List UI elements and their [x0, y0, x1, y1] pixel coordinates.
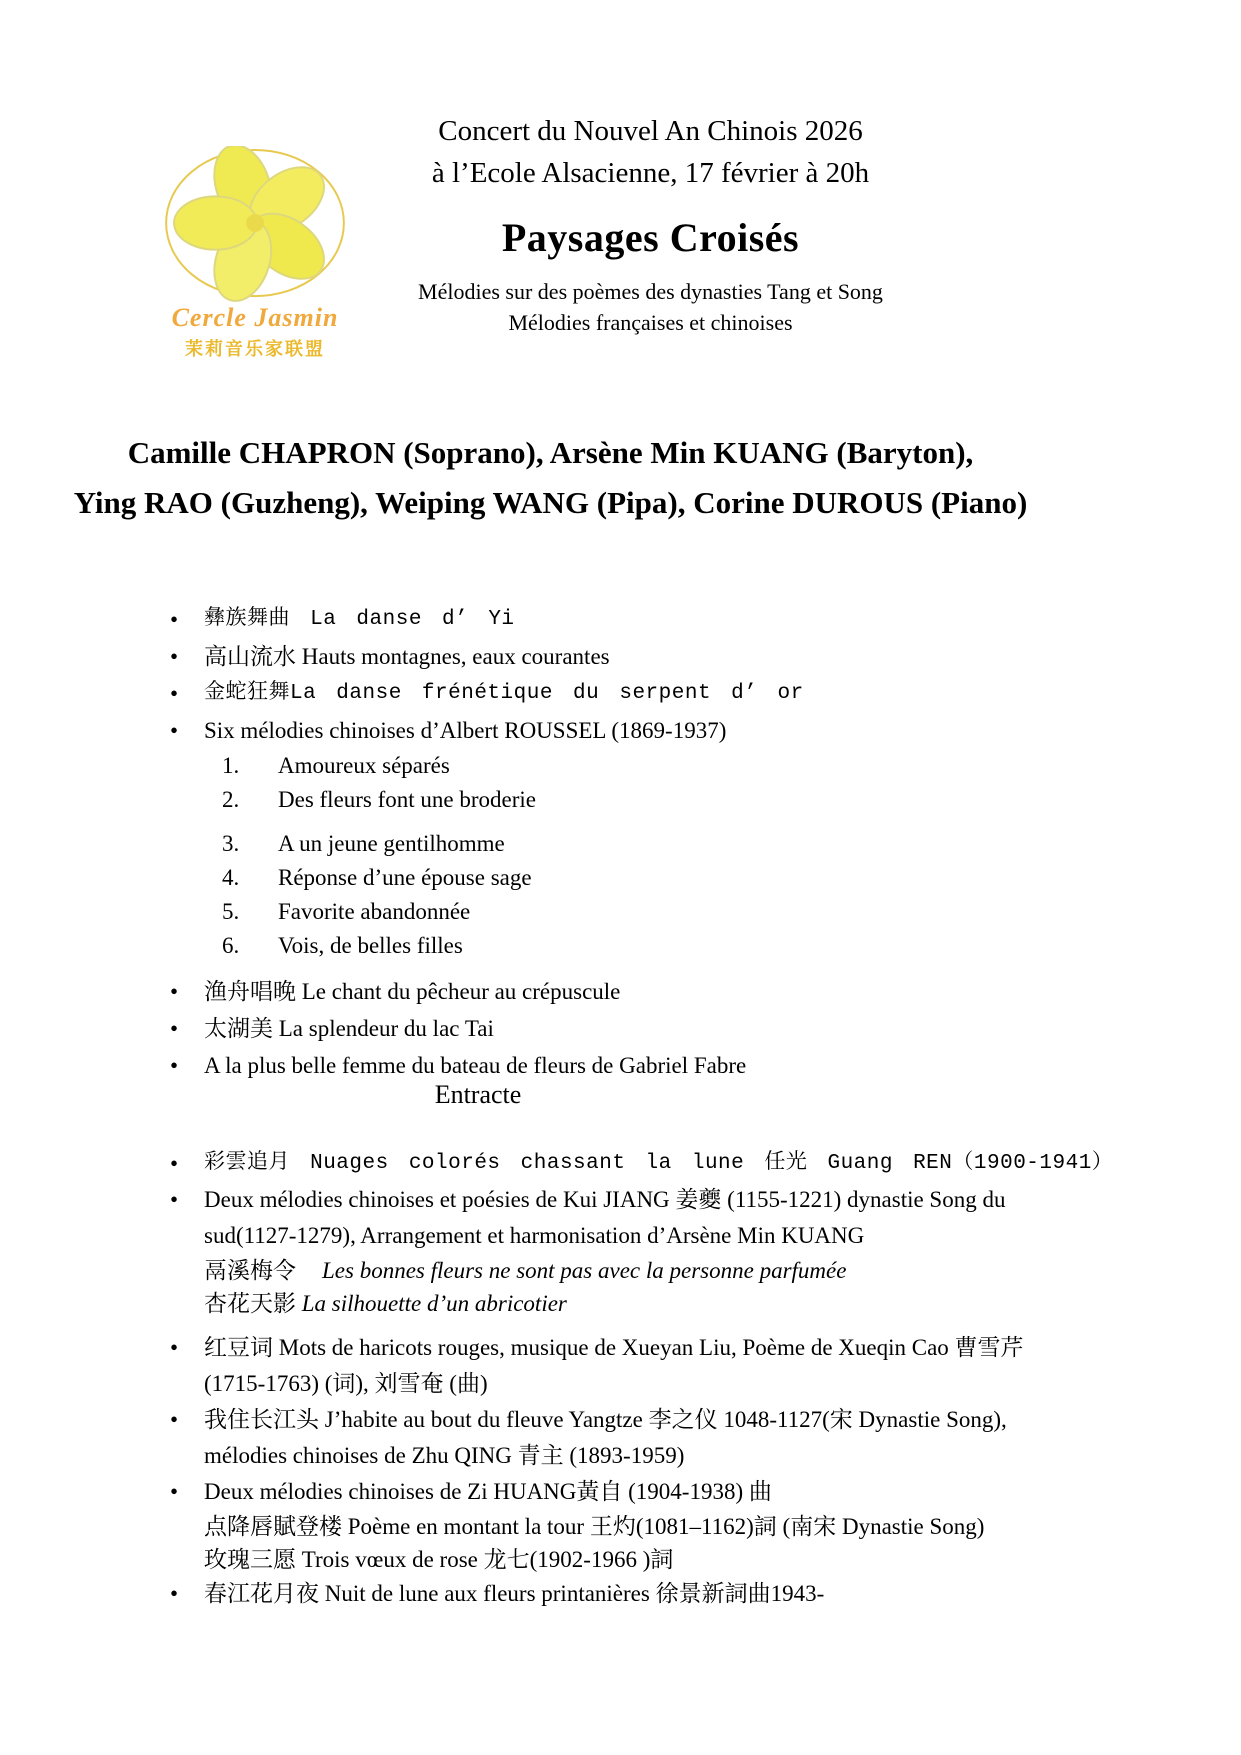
program-item: [170, 712, 1211, 749]
header: [60, 110, 1241, 339]
logo-name: Cercle Jasmin: [171, 303, 339, 332]
item-text: 彩雲追月 Nuages colorés chassant la lune 任光 Guang REN（1900-1941）: [204, 1152, 1114, 1175]
song-title: A un jeune gentilhomme: [278, 831, 505, 856]
item-text: 高山流水 Hauts montagnes, eaux courantes: [204, 644, 610, 669]
performers: [0, 428, 1101, 528]
bullet-icon: •: [170, 1016, 179, 1041]
song-title: Réponse d’une épouse sage: [278, 865, 532, 890]
song-number: 4.: [222, 865, 240, 890]
song-title: Favorite abandonnée: [278, 899, 471, 924]
roussel-song: [222, 749, 1211, 783]
program-item: [170, 601, 1211, 638]
event-title-line1: Concert du Nouvel An Chinois 2026: [438, 115, 863, 147]
item-text: Six mélodies chinoises d’Albert ROUSSEL (1869-1937): [204, 718, 727, 743]
song-title: Des fleurs font une broderie: [278, 787, 537, 812]
logo-chinese-name: 茉莉音乐家联盟: [185, 339, 325, 359]
bullet-icon: •: [170, 718, 179, 743]
program-part2: [170, 1146, 1211, 1612]
program-title: Paysages Croisés: [501, 215, 800, 261]
song-number: 5.: [222, 899, 240, 924]
bullet-icon: •: [170, 1187, 179, 1212]
item-text: 红豆词 Mots de haricots rouges, musique de Xueyan Liu, Poème de Xueqin Cao 曹雪芹: [204, 1335, 1024, 1360]
item-text: 春江花月夜 Nuit de lune aux fleurs printanières 徐景新詞曲1943-: [204, 1581, 825, 1606]
item-text: 我住长江头 J’habite au bout du fleuve Yangtze 李之仪 1048-1127(宋 Dynastie Song),: [204, 1407, 1007, 1432]
bullet-icon: •: [170, 644, 179, 669]
program-subtitle-2: Mélodies françaises et chinoises: [508, 309, 793, 335]
item-text-continuation: (1715-1763) (词), 刘雪奄 (曲): [204, 1371, 488, 1396]
bullet-icon: •: [170, 1479, 179, 1504]
program-subitem: [170, 1254, 1211, 1287]
program-part1: [170, 601, 1211, 1084]
song-title: Amoureux séparés: [278, 753, 450, 778]
item-text: 彝族舞曲 La danse d’ Yi: [204, 608, 515, 631]
subitem-cjk-title: 杏花天影: [204, 1291, 302, 1316]
bullet-icon: •: [170, 979, 179, 1004]
roussel-song: [222, 783, 1211, 817]
bullet-icon: •: [170, 1151, 179, 1176]
program-item: [170, 1576, 1211, 1612]
program-item: [170, 1330, 1211, 1366]
program-item: [170, 675, 1211, 712]
program-item: [170, 1010, 1211, 1047]
subitem-french-title: Les bonnes fleurs ne sont pas avec la personne parfumée: [322, 1258, 847, 1283]
performers-line2: Ying RAO (Guzheng), Weiping WANG (Pipa), Corine DUROUS (Piano): [73, 485, 1028, 521]
roussel-song: [222, 861, 1211, 895]
program-subitem: 点降唇賦登楼 Poème en montant la tour 王灼(1081–1162)詞 (南宋 Dynastie Song): [204, 1514, 985, 1539]
item-text: Deux mélodies chinoises et poésies de Kui JIANG 姜夔 (1155-1221) dynastie Song du: [204, 1187, 1006, 1212]
program-subtitle-1: Mélodies sur des poèmes des dynasties Tang et Song: [418, 279, 883, 305]
item-text: A la plus belle femme du bateau de fleurs de Gabriel Fabre: [204, 1053, 747, 1078]
item-text: 金蛇狂舞La danse frénétique du serpent d’ or: [204, 682, 804, 705]
song-number: 3.: [222, 831, 240, 856]
program-item: [170, 1047, 1211, 1084]
program-item: [170, 1402, 1211, 1438]
bullet-icon: •: [170, 607, 179, 632]
roussel-song: [222, 827, 1211, 861]
program-subitem: 玫瑰三愿 Trois vœux de rose 龙七(1902-1966 )詞: [204, 1547, 674, 1572]
item-text-continuation: sud(1127-1279), Arrangement et harmonisation d’Arsène Min KUANG: [204, 1223, 865, 1248]
subitem-cjk-title: 鬲溪梅令: [204, 1258, 296, 1283]
song-number: 6.: [222, 933, 240, 958]
item-text: Deux mélodies chinoises de Zi HUANG黃自 (1904-1938) 曲: [204, 1479, 772, 1504]
program-item: [170, 973, 1211, 1010]
item-text: 渔舟唱晚 Le chant du pêcheur au crépuscule: [204, 979, 621, 1004]
item-text: 太湖美 La splendeur du lac Tai: [204, 1016, 494, 1041]
song-title: Vois, de belles filles: [278, 933, 463, 958]
event-title-line2: à l’Ecole Alsacienne, 17 février à 20h: [431, 157, 870, 190]
program-item: [170, 1146, 1211, 1182]
bullet-icon: •: [170, 1407, 179, 1432]
program-item: [170, 1474, 1211, 1510]
bullet-icon: •: [170, 1053, 179, 1078]
program-item: [170, 1182, 1211, 1218]
roussel-song: [222, 929, 1211, 963]
performers-line1: Camille CHAPRON (Soprano), Arsène Min KUANG (Baryton),: [127, 435, 974, 470]
subitem-french-title: La silhouette d’un abricotier: [301, 1291, 567, 1316]
song-number: 2.: [222, 787, 240, 812]
item-text-continuation: mélodies chinoises de Zhu QING 青主 (1893-1959): [204, 1443, 685, 1468]
program-subitem: [170, 1287, 1211, 1320]
song-number: 1.: [222, 753, 240, 778]
bullet-icon: •: [170, 1335, 179, 1360]
entracte-heading: Entracte: [434, 1080, 522, 1109]
bullet-icon: •: [170, 1581, 179, 1606]
program-item: [170, 638, 1211, 675]
roussel-song: [222, 895, 1211, 929]
bullet-icon: •: [170, 681, 179, 706]
